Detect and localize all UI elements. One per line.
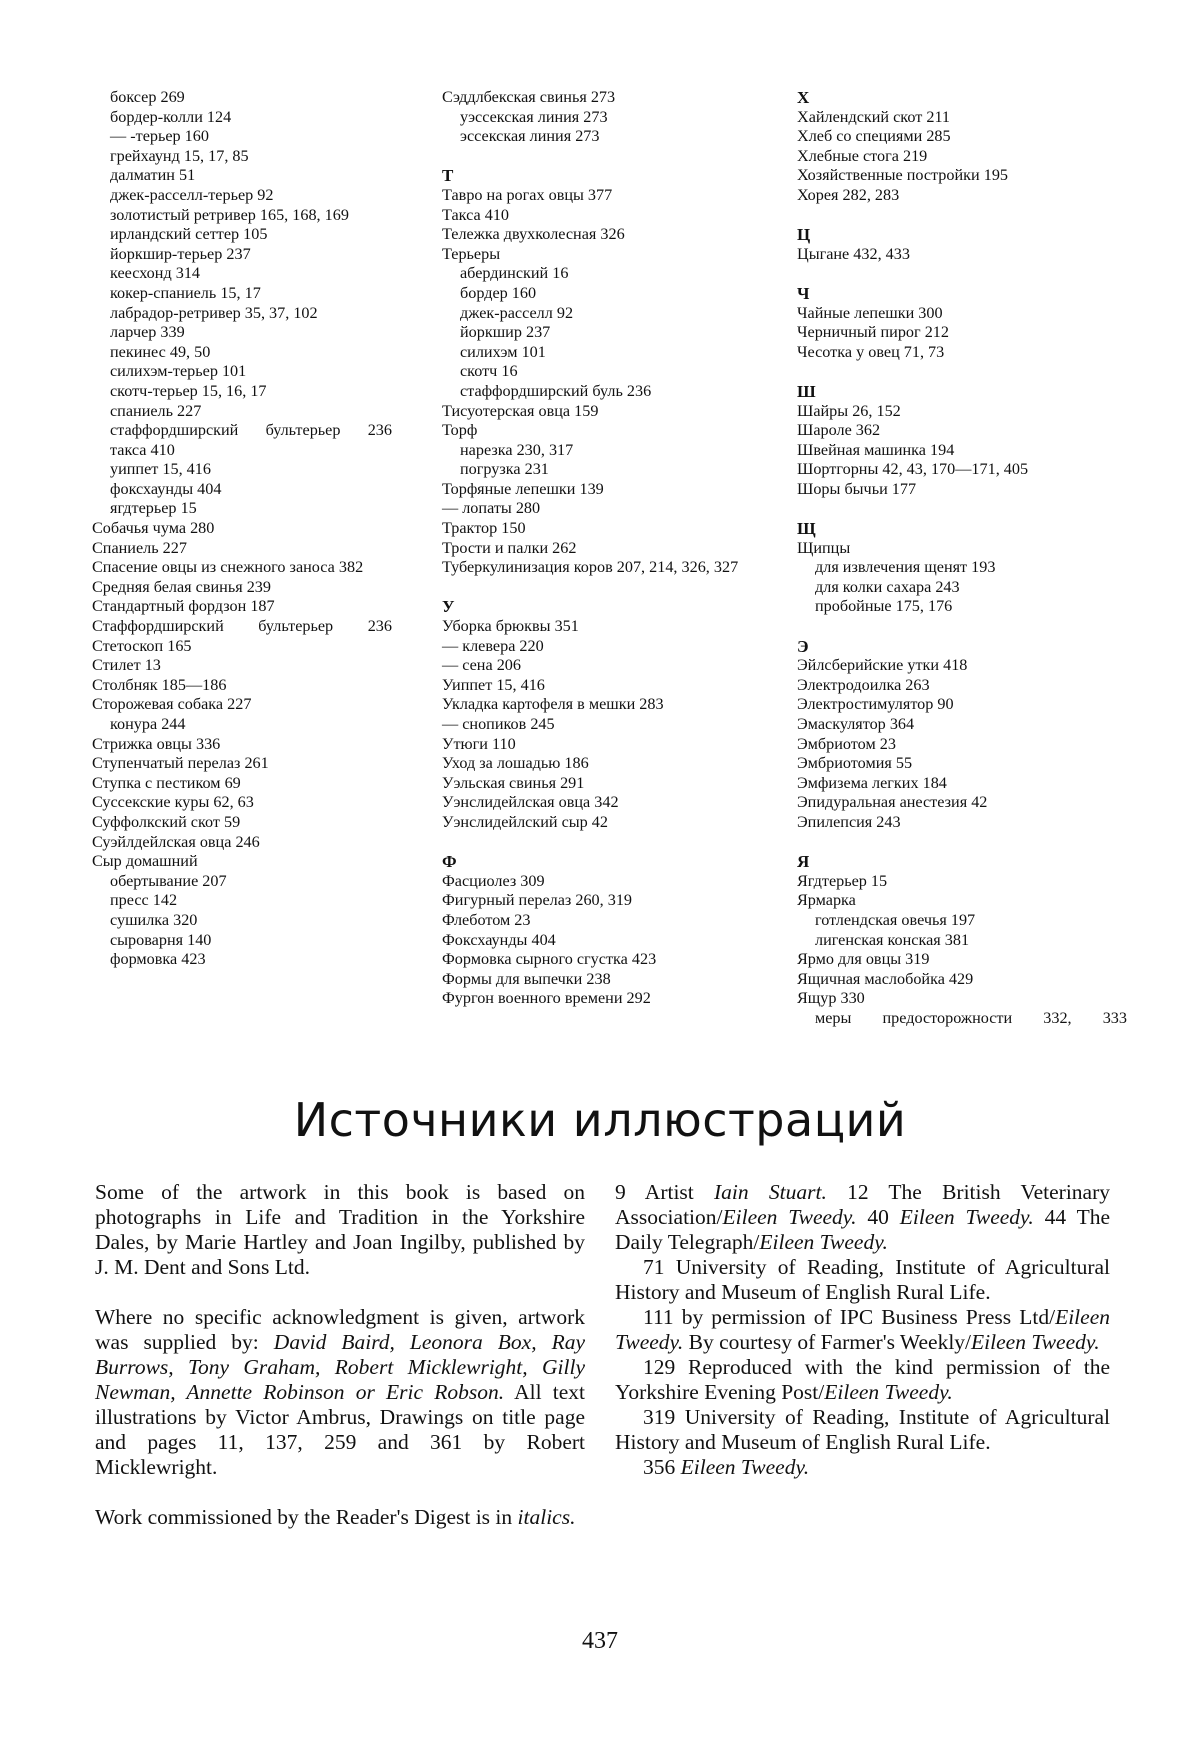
index-letter-heading: Х bbox=[797, 88, 810, 107]
index-subentry: для колки сахара 243 bbox=[815, 577, 960, 596]
index-subentry: кеесхонд 314 bbox=[110, 264, 201, 283]
index-subentry: далматин 51 bbox=[110, 166, 196, 185]
index-entry: Ягдтерьер 15 bbox=[797, 871, 888, 890]
index-entry: Эйлсберийские утки 418 bbox=[797, 656, 968, 675]
sources-right-column bbox=[615, 1180, 1110, 1480]
index-entry: Собачья чума 280 bbox=[92, 519, 215, 538]
index-subentry: уэссекская линия 273 bbox=[460, 107, 608, 126]
index-subentry: меры предосторожности 332, 333 bbox=[815, 1008, 1127, 1027]
index-subentry: готлендская овечья 197 bbox=[815, 910, 976, 929]
index-entry: Уборка брюквы 351 bbox=[442, 617, 579, 636]
index-entry: Чесотка у овец 71, 73 bbox=[797, 342, 945, 361]
index-entry: Шароле 362 bbox=[797, 421, 881, 440]
index-entry: Тавро на рогах овцы 377 bbox=[442, 185, 613, 204]
index-entry: Фургон военного времени 292 bbox=[442, 989, 651, 1008]
sources-paragraph-artwork: Where no specific acknowledgment is given, artwork was supplied by: David Baird, Leonora Box, Ray Burrows, Tony Graham, Robert Micklewright, Gilly Newman, Annette Robinson or Eric Robson. All text illustrations by Victor Ambrus, Drawings on title page and pages 11, 137, 259 and 361 by Robert Micklewright. bbox=[95, 1305, 586, 1479]
index-entry: Сэддлбекская свинья 273 bbox=[442, 88, 616, 106]
index-entry: Формовка сырного сгустка 423 bbox=[442, 950, 657, 969]
index-subentry: ларчер 339 bbox=[110, 323, 185, 342]
index-entry: Торф bbox=[442, 421, 478, 440]
index-entry: Цыгане 432, 433 bbox=[797, 244, 910, 263]
page-number: 437 bbox=[582, 1628, 618, 1654]
index-letter-heading: Ц bbox=[797, 225, 811, 245]
index-entry: Столбняк 185—186 bbox=[92, 675, 227, 694]
index-letter-heading: Ч bbox=[797, 283, 810, 303]
index-letter-heading: Т bbox=[442, 166, 454, 186]
index-entry: Торфяные лепешки 139 bbox=[442, 479, 604, 498]
index-entry: Флеботом 23 bbox=[442, 910, 531, 929]
index-entry: Уэнслидейлская овца 342 bbox=[442, 793, 619, 812]
index-column-3 bbox=[797, 88, 1127, 1029]
index-entry: Трактор 150 bbox=[442, 519, 526, 538]
index-entry: Уэнслидейлский сыр 42 bbox=[442, 812, 608, 831]
index-entry: Суффолкский скот 59 bbox=[92, 812, 241, 831]
credit-9-12-40-44: 9 Artist Iain Stuart. 12 The British Veterinary Association/Eileen Tweedy. 40 Eileen Tweedy. 44 The Daily Telegraph/Eileen Tweedy. bbox=[615, 1180, 1111, 1254]
index-subentry: нарезка 230, 317 bbox=[460, 440, 574, 459]
index-entry: Ярмо для овцы 319 bbox=[797, 950, 930, 969]
index-subentry: эссекская линия 273 bbox=[460, 127, 600, 146]
index-subentry: пробойные 175, 176 bbox=[815, 597, 953, 616]
index-entry: — сена 206 bbox=[442, 656, 521, 675]
index-subentry: джек-расселл-терьер 92 bbox=[110, 185, 274, 204]
index-subentry: обертывание 207 bbox=[110, 871, 227, 890]
index-subentry: такса 410 bbox=[110, 440, 175, 459]
index-letter-heading: Э bbox=[797, 636, 809, 656]
index-entry: Фигурный перелаз 260, 319 bbox=[442, 891, 633, 910]
index-entry: Спаниель 227 bbox=[92, 538, 187, 557]
index-subentry: стаффордширский бультерьер 236 bbox=[110, 421, 392, 440]
index-entry: Ящичная маслобойка 429 bbox=[797, 969, 974, 988]
index-entry: Хозяйственные постройки 195 bbox=[797, 166, 1009, 185]
index-entry: Терьеры bbox=[442, 244, 501, 263]
index-subentry: для извлечения щенят 193 bbox=[815, 558, 996, 577]
index-subentry: лабрадор-ретривер 35, 37, 102 bbox=[110, 303, 318, 322]
index-entry: Эмбриотомия 55 bbox=[797, 754, 913, 773]
credit-111: 111 by permission of IPC Business Press Ltd/Eileen Tweedy. By courtesy of Farmer's Weekly/Eileen Tweedy. bbox=[615, 1305, 1110, 1354]
index-entry: Фоксхаунды 404 bbox=[442, 930, 556, 949]
index-subentry: лигенская конская 381 bbox=[815, 930, 970, 949]
index-subentry: ирландский сеттер 105 bbox=[110, 225, 268, 244]
credit-129: 129 Reproduced with the kind permission of the Yorkshire Evening Post/Eileen Tweedy. bbox=[615, 1355, 1110, 1404]
index-subentry: скотч-терьер 15, 16, 17 bbox=[110, 381, 267, 400]
index-subentry: ягдтерьер 15 bbox=[110, 499, 197, 518]
index-letter-heading: Ф bbox=[442, 852, 457, 872]
index-subentry: фоксхаунды 404 bbox=[110, 479, 222, 498]
index-entry: Стрижка овцы 336 bbox=[92, 734, 221, 753]
index-subentry: кокер-спаниель 15, 17 bbox=[110, 283, 261, 302]
index-entry: — лопаты 280 bbox=[442, 499, 541, 518]
index-entry: Шайры 26, 152 bbox=[797, 401, 901, 420]
index-entry: Спасение овцы из снежного заноса 382 bbox=[92, 558, 364, 577]
index-subentry: йоркшир 237 bbox=[460, 323, 551, 342]
index-entry: Эмбриотом 23 bbox=[797, 734, 896, 753]
index-entry: Уход за лошадью 186 bbox=[442, 754, 589, 773]
index-subentry: конура 244 bbox=[110, 715, 186, 733]
index-subentry: погрузка 231 bbox=[460, 460, 549, 479]
index-subentry: — -терьер 160 bbox=[110, 127, 209, 146]
index-entry: — снопиков 245 bbox=[442, 715, 555, 733]
credit-319: 319 University of Reading, Institute of Agricultural History and Museum of English Rural Life. bbox=[615, 1405, 1110, 1454]
sources-left-column bbox=[95, 1180, 585, 1530]
index-entry: Ступенчатый перелаз 261 bbox=[92, 754, 269, 773]
index-entry: Хорея 282, 283 bbox=[797, 185, 900, 204]
index-entry: Уиппет 15, 416 bbox=[442, 675, 545, 694]
sources-paragraph-photographs: Some of the artwork in this book is based on photographs in Life and Tradition in the Yorkshire Dales, by Marie Hartley and Joan Ingilby, published by J. M. Dent and Sons Ltd. bbox=[95, 1180, 585, 1279]
index-entry: Стандартный фордзон 187 bbox=[92, 597, 275, 616]
index-subentry: боксер 269 bbox=[110, 88, 185, 106]
index-subentry: сыроварня 140 bbox=[110, 930, 212, 949]
index-entry: Швейная машинка 194 bbox=[797, 440, 955, 459]
index-entry: Суэйлдейлская овца 246 bbox=[92, 832, 260, 851]
index-column-2 bbox=[442, 88, 762, 1009]
index-entry: Чайные лепешки 300 bbox=[797, 303, 943, 322]
index-entry: Тисуотерская овца 159 bbox=[442, 401, 599, 420]
index-entry: Ярмарка bbox=[797, 891, 856, 910]
index-entry: Хлебные стога 219 bbox=[797, 146, 928, 165]
index-subentry: пекинес 49, 50 bbox=[110, 342, 211, 361]
index-entry: Ступка с пестиком 69 bbox=[92, 773, 241, 792]
index-subentry: грейхаунд 15, 17, 85 bbox=[110, 146, 249, 165]
index-entry: Трости и палки 262 bbox=[442, 538, 577, 557]
index-subentry: бордер 160 bbox=[460, 283, 537, 302]
index-entry: Сторожевая собака 227 bbox=[92, 695, 252, 714]
index-entry: Укладка картофеля в мешки 283 bbox=[442, 695, 664, 714]
index-subentry: спаниель 227 bbox=[110, 401, 202, 420]
index-entry: Стаффордширский бультерьер 236 bbox=[92, 617, 392, 636]
index-entry: Эпидуральная анестезия 42 bbox=[797, 793, 988, 812]
index-entry: Шоры бычьи 177 bbox=[797, 479, 917, 498]
index-entry: Уэльская свинья 291 bbox=[442, 773, 585, 792]
subject-index bbox=[92, 88, 1127, 1068]
index-entry: Тележка двухколесная 326 bbox=[442, 225, 625, 244]
index-entry: Утюги 110 bbox=[442, 734, 516, 753]
index-entry: Электростимулятор 90 bbox=[797, 695, 954, 714]
index-subentry: пресс 142 bbox=[110, 891, 178, 910]
index-entry: Шортгорны 42, 43, 170—171, 405 bbox=[797, 460, 1029, 479]
index-entry: Стетоскоп 165 bbox=[92, 636, 192, 655]
index-subentry: силихэм-терьер 101 bbox=[110, 362, 247, 381]
index-entry: Фасциолез 309 bbox=[442, 871, 545, 890]
credit-71: 71 University of Reading, Institute of Agricultural History and Museum of English Rural Life. bbox=[615, 1255, 1110, 1304]
index-entry: Щипцы bbox=[797, 538, 851, 557]
index-entry: Черничный пирог 212 bbox=[797, 323, 949, 342]
index-letter-heading: Я bbox=[797, 852, 810, 872]
index-letter-heading: Щ bbox=[797, 519, 816, 539]
index-subentry: бордер-колли 124 bbox=[110, 107, 232, 126]
index-letter-heading: У bbox=[442, 597, 455, 617]
index-entry: Ящур 330 bbox=[797, 989, 865, 1008]
index-entry: Эмаскулятор 364 bbox=[797, 715, 915, 733]
sources-paragraph-commissioned: Work commissioned by the Reader's Digest is in italics. bbox=[95, 1505, 576, 1529]
index-entry: Электродоилка 263 bbox=[797, 675, 930, 694]
index-entry: — клевера 220 bbox=[442, 636, 544, 655]
index-subentry: скотч 16 bbox=[460, 362, 518, 381]
index-entry: Туберкулинизация коров 207, 214, 326, 327 bbox=[442, 558, 739, 577]
credit-356: 356 Eileen Tweedy. bbox=[643, 1455, 810, 1479]
index-entry: Эмфизема легких 184 bbox=[797, 773, 947, 792]
index-subentry: стаффордширский буль 236 bbox=[460, 381, 652, 400]
index-subentry: формовка 423 bbox=[110, 950, 206, 969]
index-subentry: золотистый ретривер 165, 168, 169 bbox=[110, 205, 349, 224]
index-subentry: силихэм 101 bbox=[460, 342, 546, 361]
index-entry: Хлеб со специями 285 bbox=[797, 127, 951, 146]
index-subentry: абердинский 16 bbox=[460, 264, 569, 283]
index-entry: Суссекские куры 62, 63 bbox=[92, 793, 254, 812]
index-subentry: джек-расселл 92 bbox=[460, 303, 574, 322]
index-entry: Формы для выпечки 238 bbox=[442, 969, 611, 988]
index-entry: Сыр домашний bbox=[92, 852, 198, 871]
index-letter-heading: Ш bbox=[797, 381, 816, 401]
index-entry: Такса 410 bbox=[442, 205, 510, 224]
index-subentry: йоркшир-терьер 237 bbox=[110, 244, 251, 263]
index-subentry: уиппет 15, 416 bbox=[110, 460, 211, 479]
index-entry: Эпилепсия 243 bbox=[797, 812, 901, 831]
sources-heading: Источники иллюстраций bbox=[293, 1093, 907, 1147]
index-column-1 bbox=[92, 88, 392, 970]
index-entry: Средняя белая свинья 239 bbox=[92, 577, 271, 596]
index-entry: Хайлендский скот 211 bbox=[797, 107, 951, 126]
index-entry: Стилет 13 bbox=[92, 656, 161, 675]
index-subentry: сушилка 320 bbox=[110, 910, 198, 929]
